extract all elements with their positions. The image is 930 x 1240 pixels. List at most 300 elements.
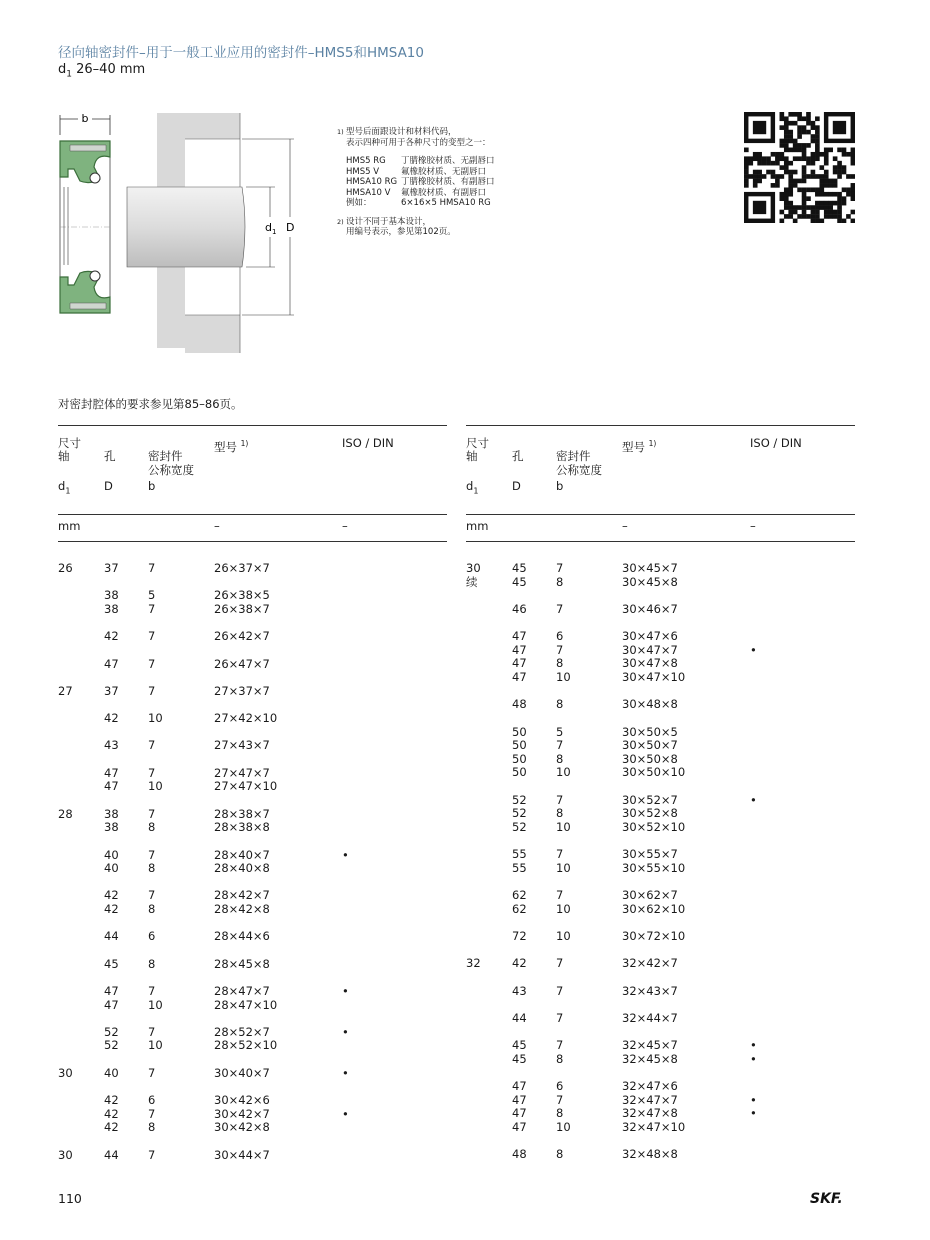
qr-module — [811, 214, 816, 219]
table-cell-b: 7 — [556, 888, 564, 903]
qr-module — [784, 121, 789, 126]
qr-module — [833, 214, 838, 219]
qr-module — [744, 183, 749, 188]
variant-desc: 丁腈橡胶材质、无副唇口 — [401, 156, 495, 166]
qr-module — [766, 170, 771, 175]
qr-module — [753, 170, 758, 175]
qr-module — [842, 152, 847, 157]
qr-module — [842, 187, 847, 192]
qr-module — [833, 192, 838, 197]
table-cell-b: 7 — [556, 1010, 564, 1025]
qr-module — [828, 179, 833, 184]
qr-module — [784, 214, 789, 219]
table-cell-iso: • — [750, 1051, 757, 1066]
qr-module — [748, 161, 753, 166]
qr-module — [828, 205, 833, 210]
table-cell-des: 28×45×8 — [214, 956, 270, 971]
table-cell-b: 7 — [148, 1024, 156, 1039]
qr-module — [806, 205, 811, 210]
qr-module — [833, 201, 838, 206]
qr-module — [744, 148, 749, 153]
qr-module — [757, 179, 762, 184]
qr-module — [815, 148, 820, 153]
qr-module — [744, 161, 749, 166]
qr-module — [802, 192, 807, 197]
dim-d1-sub: 1 — [271, 228, 277, 236]
qr-module — [815, 139, 820, 144]
table-cell-b: 7 — [556, 847, 564, 862]
table-cell-des: 27×37×7 — [214, 683, 270, 698]
qr-module — [828, 210, 833, 215]
table-cell-b: 10 — [556, 670, 571, 684]
table-cell-des: 32×48×8 — [622, 1147, 678, 1162]
table-cell-b: 10 — [556, 929, 571, 943]
qr-module — [802, 130, 807, 135]
qr-module — [842, 201, 847, 206]
qr-module — [819, 187, 824, 192]
qr-module — [753, 156, 758, 161]
table-cell-b: 8 — [556, 1051, 564, 1066]
qr-module — [771, 170, 776, 175]
table-cell-b: 6 — [148, 929, 156, 944]
table-cell-des: 27×47×7 — [214, 765, 270, 780]
qr-module — [788, 161, 793, 166]
qr-module — [806, 116, 811, 121]
table-cell-des: 32×45×8 — [622, 1051, 678, 1066]
table-rule-top — [466, 425, 855, 426]
qr-module — [815, 143, 820, 148]
header-width2: 公称宽度 — [148, 463, 194, 477]
header-d1-sub: 1 — [473, 486, 479, 496]
table-cell-d1: 32 — [466, 956, 481, 971]
table-cell-des: 30×50×5 — [622, 724, 678, 739]
table-cell-D: 45 — [512, 1038, 527, 1053]
table-cell-D: 44 — [104, 1147, 119, 1162]
header-d1-text: d — [58, 479, 66, 493]
table-cell-b: 10 — [148, 711, 163, 726]
qr-module — [775, 174, 780, 179]
table-cell-D: 47 — [512, 642, 527, 657]
qr-module — [780, 196, 785, 201]
qr-module — [851, 174, 855, 179]
qr-module — [797, 187, 802, 192]
header-shaft: 轴 — [58, 449, 70, 463]
table-cell-des: 30×55×7 — [622, 847, 678, 862]
qr-module — [851, 148, 855, 153]
table-cell-d1: 30 — [466, 561, 481, 575]
qr-module — [771, 152, 776, 157]
table-cell-des: 28×44×6 — [214, 929, 270, 944]
qr-module — [824, 183, 829, 188]
qr-module — [824, 210, 829, 215]
table-cell-des: 28×47×10 — [214, 997, 278, 1012]
qr-module — [780, 139, 785, 144]
variant-desc: 氟橡胶材质、有副唇口 — [401, 187, 487, 198]
qr-module — [824, 205, 829, 210]
variant-row — [346, 156, 495, 167]
qr-module — [797, 125, 802, 130]
qr-module — [828, 148, 833, 153]
qr-module — [797, 143, 802, 148]
table-cell-des: 27×42×10 — [214, 711, 278, 726]
qr-module — [837, 161, 842, 166]
table-cell-b: 7 — [148, 806, 156, 821]
table-cell-b: 6 — [556, 629, 564, 644]
qr-module — [744, 156, 749, 161]
table-cell-iso: • — [750, 1038, 757, 1053]
table-cell-D: 38 — [104, 588, 119, 603]
qr-module — [851, 187, 855, 192]
qr-module — [793, 121, 798, 126]
qr-module — [837, 210, 842, 215]
table-cell-b: 7 — [556, 1092, 564, 1107]
qr-module — [842, 196, 847, 201]
table-cell-D: 37 — [104, 683, 119, 698]
table-cell-b: 8 — [556, 806, 564, 821]
table-cell-b: 5 — [148, 588, 156, 603]
table-cell-des: 30×42×8 — [214, 1120, 270, 1135]
qr-module — [797, 112, 802, 117]
qr-module — [851, 183, 855, 188]
header-d1-text: d — [466, 479, 474, 493]
qr-module — [842, 170, 847, 175]
unit-mm: mm — [466, 519, 489, 533]
table-cell-d1: 续 — [466, 574, 478, 589]
qr-module — [784, 143, 789, 148]
table-cell-iso: • — [342, 1024, 349, 1039]
qr-module — [819, 183, 824, 188]
table-cell-b: 8 — [148, 956, 156, 971]
qr-module — [811, 210, 816, 215]
qr-module — [819, 152, 824, 157]
table-cell-des: 30×47×10 — [622, 670, 686, 684]
qr-module — [784, 148, 789, 153]
table-cell-des: 30×42×7 — [214, 1106, 270, 1121]
qr-module — [802, 156, 807, 161]
table-cell-D: 38 — [104, 820, 119, 835]
qr-module — [806, 112, 811, 117]
qr-module — [797, 205, 802, 210]
qr-module — [797, 148, 802, 153]
table-cell-b: 8 — [556, 1147, 564, 1162]
table-cell-des: 30×47×6 — [622, 629, 678, 644]
qr-module — [815, 187, 820, 192]
qr-finder — [753, 201, 766, 214]
table-cell-b: 7 — [556, 738, 564, 753]
qr-module — [784, 205, 789, 210]
table-cell-des: 30×47×7 — [622, 642, 678, 657]
table-cell-D: 72 — [512, 929, 527, 943]
table-cell-D: 42 — [104, 902, 119, 916]
qr-module — [819, 219, 824, 223]
variant-desc: 6×16×5 HMSA10 RG — [401, 198, 491, 208]
table-cell-des: 28×47×7 — [214, 983, 270, 998]
table-cell-D: 45 — [512, 1051, 527, 1066]
dim-b-label: b — [81, 112, 89, 125]
qr-module — [837, 148, 842, 153]
table-cell-b: 7 — [148, 561, 156, 575]
header-designation-text: 型号 — [622, 439, 645, 454]
qr-module — [753, 183, 758, 188]
table-cell-D: 52 — [512, 792, 527, 807]
header-designation-text: 型号 — [214, 439, 237, 454]
qr-module — [833, 183, 838, 188]
qr-module — [815, 125, 820, 130]
table-cell-D: 50 — [512, 751, 527, 766]
header-d1 — [466, 480, 478, 498]
qr-module — [788, 170, 793, 175]
table-cell-des: 28×40×7 — [214, 847, 270, 862]
table-cell-d1: 30 — [58, 1065, 73, 1080]
qr-module — [784, 187, 789, 192]
table-rule-mid — [466, 514, 855, 515]
qr-module — [757, 174, 762, 179]
qr-module — [819, 201, 824, 206]
table-cell-b: 10 — [556, 1119, 571, 1134]
table-cell-D: 44 — [512, 1010, 527, 1025]
page-title: 径向轴密封件–用于一般工业应用的密封件–HMS5和HMSA10 — [58, 45, 424, 61]
qr-module — [846, 152, 851, 157]
table-cell-des: 32×47×7 — [622, 1092, 678, 1107]
table-cell-des: 26×38×5 — [214, 588, 270, 603]
table-cell-b: 7 — [148, 1065, 156, 1080]
qr-module — [842, 148, 847, 153]
qr-module — [775, 156, 780, 161]
qr-module — [784, 201, 789, 206]
header-shaft: 轴 — [466, 449, 478, 463]
qr-module — [824, 201, 829, 206]
table-cell-b: 8 — [148, 820, 156, 835]
header-dims: 尺寸 — [466, 436, 489, 450]
table-cell-b: 8 — [556, 1106, 564, 1121]
table-cell-D: 40 — [104, 861, 119, 876]
qr-module — [828, 183, 833, 188]
table-cell-b: 7 — [556, 561, 564, 575]
table-cell-D: 62 — [512, 888, 527, 903]
qr-module — [757, 156, 762, 161]
qr-module — [762, 156, 767, 161]
qr-module — [819, 165, 824, 170]
table-cell-D: 44 — [104, 929, 119, 944]
qr-module — [797, 156, 802, 161]
qr-module — [824, 179, 829, 184]
table-cell-des: 30×50×10 — [622, 765, 686, 780]
qr-module — [788, 183, 793, 188]
qr-finder — [753, 121, 766, 134]
qr-module — [846, 187, 851, 192]
qr-module — [762, 161, 767, 166]
table-cell-iso: • — [342, 1106, 349, 1121]
qr-module — [780, 219, 785, 223]
qr-module — [837, 219, 842, 223]
unit-mm: mm — [58, 519, 81, 533]
qr-module — [802, 201, 807, 206]
qr-module — [811, 161, 816, 166]
table-cell-b: 7 — [556, 956, 564, 971]
table-cell-des: 26×47×7 — [214, 656, 270, 671]
header-width1: 密封件 — [556, 449, 591, 463]
qr-module — [797, 134, 802, 139]
header-iso: ISO / DIN — [342, 436, 394, 450]
table-cell-des: 28×38×7 — [214, 806, 270, 821]
qr-module — [775, 183, 780, 188]
qr-module — [846, 214, 851, 219]
table-cell-b: 7 — [148, 683, 156, 698]
table-cell-D: 47 — [512, 1079, 527, 1094]
qr-code[interactable] — [744, 112, 855, 223]
table-cell-D: 48 — [512, 1147, 527, 1162]
table-cell-des: 27×43×7 — [214, 738, 270, 753]
qr-module — [744, 174, 749, 179]
qr-finder — [833, 121, 846, 134]
table-cell-des: 30×72×10 — [622, 929, 686, 943]
qr-module — [753, 152, 758, 157]
table-cell-des: 32×45×7 — [622, 1038, 678, 1053]
table-cell-D: 62 — [512, 901, 527, 916]
qr-module — [802, 179, 807, 184]
variant-row — [346, 188, 495, 199]
table-cell-des: 32×42×7 — [622, 956, 678, 971]
header-width1: 密封件 — [148, 449, 183, 463]
qr-module — [802, 143, 807, 148]
unit-dash-iso: – — [750, 519, 756, 533]
qr-module — [788, 139, 793, 144]
qr-module — [780, 125, 785, 130]
table-cell-b: 6 — [148, 1093, 156, 1107]
table-cell-D: 50 — [512, 724, 527, 739]
qr-module — [824, 192, 829, 197]
table-cell-des: 32×47×6 — [622, 1079, 678, 1094]
qr-module — [828, 201, 833, 206]
qr-module — [824, 156, 829, 161]
qr-module — [842, 219, 847, 223]
table-cell-des: 30×50×8 — [622, 751, 678, 766]
table-cell-b: 7 — [148, 1106, 156, 1121]
table-cell-D: 50 — [512, 765, 527, 780]
table-cell-b: 8 — [148, 861, 156, 876]
qr-module — [793, 156, 798, 161]
table-cell-D: 45 — [512, 561, 527, 575]
table-cell-iso: • — [750, 792, 757, 807]
qr-module — [802, 174, 807, 179]
qr-module — [802, 152, 807, 157]
table-cell-des: 32×44×7 — [622, 1010, 678, 1025]
table-cell-b: 7 — [148, 983, 156, 998]
qr-module — [780, 210, 785, 215]
header-d1-sub: 1 — [65, 486, 71, 496]
qr-module — [811, 139, 816, 144]
qr-module — [842, 165, 847, 170]
table-cell-des: 30×52×10 — [622, 819, 686, 834]
qr-module — [833, 170, 838, 175]
table-rule-top — [58, 425, 447, 426]
size-range-d: d — [58, 62, 67, 77]
qr-module — [766, 161, 771, 166]
header-bore: 孔 — [104, 449, 116, 463]
qr-module — [784, 125, 789, 130]
table-cell-D: 42 — [104, 711, 119, 726]
qr-module — [784, 170, 789, 175]
table-cell-D: 43 — [512, 983, 527, 998]
qr-module — [771, 161, 776, 166]
page-number: 110 — [58, 1191, 82, 1206]
qr-module — [802, 170, 807, 175]
qr-module — [806, 143, 811, 148]
table-cell-D: 42 — [104, 1120, 119, 1135]
qr-module — [811, 134, 816, 139]
qr-module — [815, 156, 820, 161]
variant-desc: 丁腈橡胶材质、有副唇口 — [401, 177, 495, 187]
table-cell-des: 30×55×10 — [622, 860, 686, 875]
table-cell-b: 5 — [556, 724, 564, 739]
qr-module — [784, 165, 789, 170]
qr-module — [753, 174, 758, 179]
table-cell-b: 8 — [556, 697, 564, 712]
qr-module — [788, 134, 793, 139]
qr-module — [806, 121, 811, 126]
table-cell-iso: • — [342, 983, 349, 998]
table-cell-D: 55 — [512, 847, 527, 862]
qr-module — [784, 192, 789, 197]
table-cell-D: 52 — [512, 806, 527, 821]
table-cell-des: 32×47×10 — [622, 1119, 686, 1134]
qr-module — [744, 165, 749, 170]
table-cell-D: 46 — [512, 601, 527, 616]
qr-module — [806, 196, 811, 201]
qr-module — [784, 196, 789, 201]
qr-module — [748, 156, 753, 161]
table-cell-D: 55 — [512, 860, 527, 875]
qr-module — [811, 205, 816, 210]
qr-module — [811, 187, 816, 192]
qr-module — [802, 148, 807, 153]
footnote-2-line2: 用编号表示，参见第102页。 — [346, 227, 456, 237]
table-cell-D: 50 — [512, 738, 527, 753]
qr-module — [819, 192, 824, 197]
qr-module — [788, 179, 793, 184]
qr-module — [851, 161, 855, 166]
header-d1 — [58, 480, 70, 498]
qr-module — [811, 152, 816, 157]
qr-module — [837, 196, 842, 201]
qr-module — [837, 170, 842, 175]
qr-module — [797, 214, 802, 219]
qr-module — [811, 121, 816, 126]
table-cell-b: 7 — [556, 1038, 564, 1053]
qr-module — [815, 210, 820, 215]
qr-module — [788, 112, 793, 117]
qr-module — [851, 192, 855, 197]
qr-module — [757, 152, 762, 157]
qr-module — [775, 179, 780, 184]
footnote-1-line2: 表示四种可用于各种尺寸的变型之一： — [346, 137, 491, 148]
qr-module — [793, 143, 798, 148]
header-width2: 公称宽度 — [556, 463, 602, 477]
table-cell-D: 42 — [512, 956, 527, 971]
table-cell-b: 7 — [148, 1147, 156, 1162]
table-cell-b: 10 — [556, 860, 571, 875]
qr-module — [748, 174, 753, 179]
qr-module — [846, 174, 851, 179]
table-cell-b: 7 — [556, 792, 564, 807]
qr-module — [775, 152, 780, 157]
qr-module — [815, 134, 820, 139]
size-range-sub: 1 — [66, 69, 72, 80]
footnote-1-line1: 型号后面跟设计和材料代码， — [346, 127, 457, 137]
qr-module — [757, 170, 762, 175]
table-cell-iso: • — [342, 1065, 349, 1080]
table-cell-D: 43 — [104, 738, 119, 753]
